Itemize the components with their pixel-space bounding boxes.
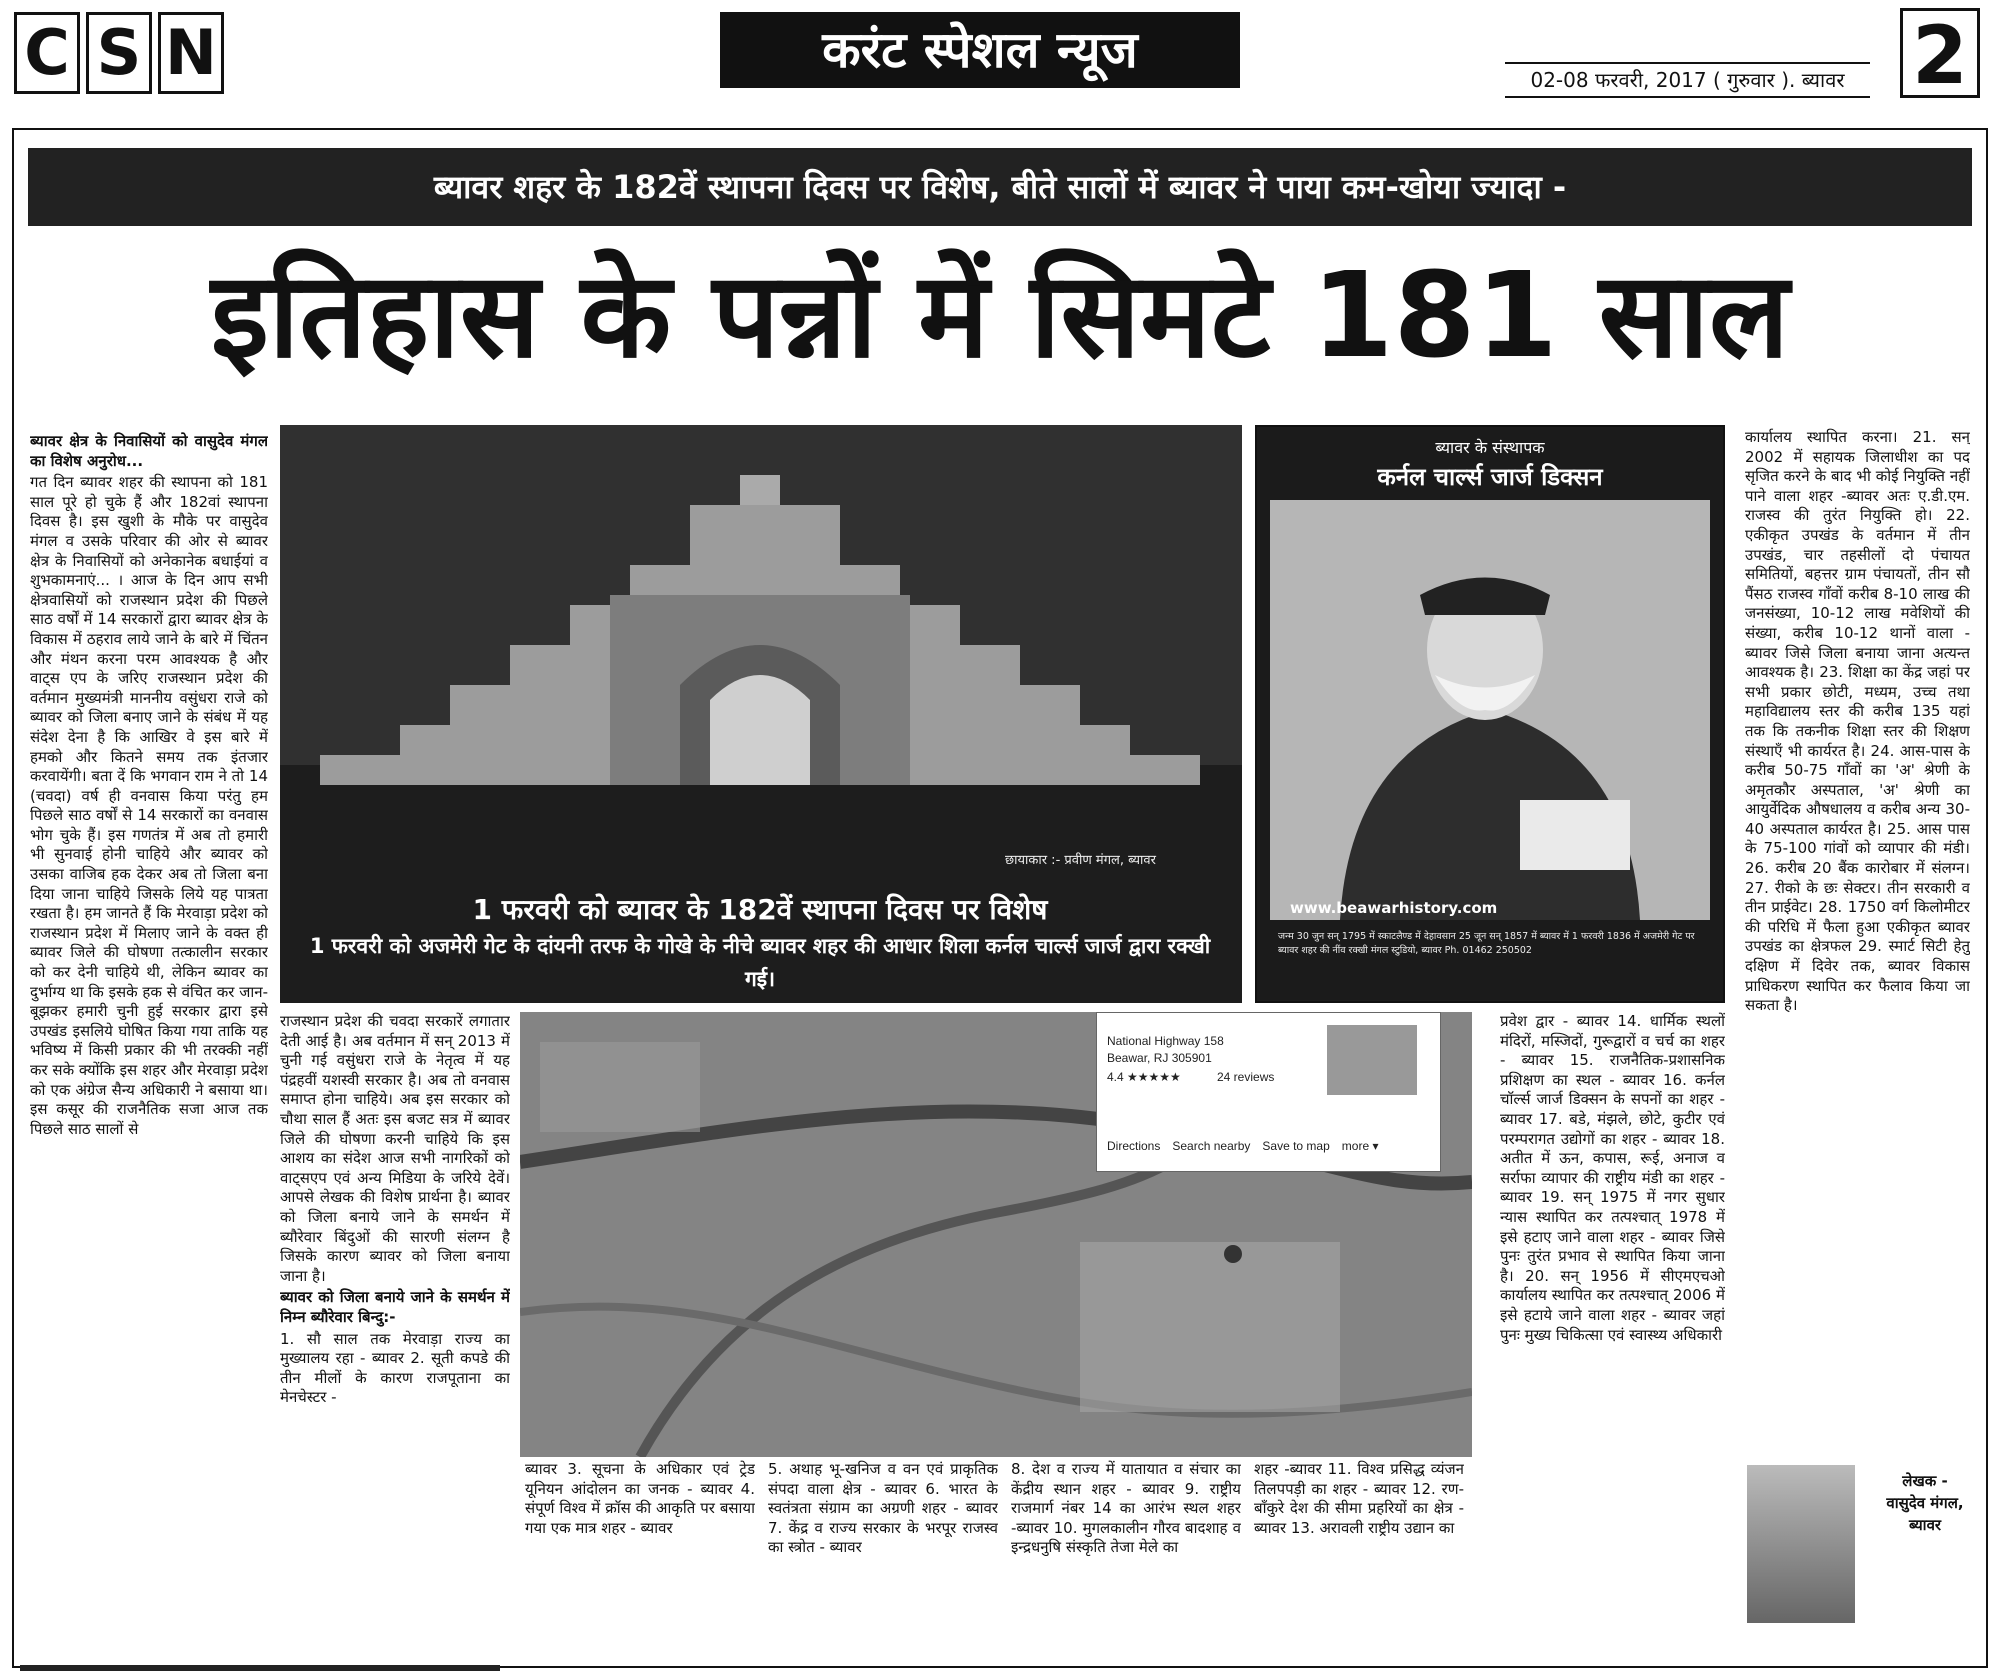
column-2-points: 1. सौ साल तक मेरवाड़ा राज्य का मुख्यालय रहा - ब्यावर 2. सूती कपडे की तीन मीलों के कारण राजपूताना का मेनचेस्टर -	[280, 1329, 510, 1407]
map-reviews-link[interactable]: 24 reviews	[1217, 1070, 1275, 1084]
list-column-a: ब्यावर 3. सूचना के अधिकार एवं ट्रेड यूनियन आंदोलन का जनक - ब्यावर 4. संपूर्ण विश्व में क्रॉस की आकृति पर बसाया गया एक मात्र शहर - ब्यावर	[525, 1460, 755, 1537]
logo-letter: N	[158, 12, 224, 94]
founder-portrait-image	[1270, 500, 1710, 920]
map-rating: 4.4 ★★★★★	[1107, 1070, 1181, 1084]
logo-letter: C	[14, 12, 80, 94]
column-2	[280, 1012, 510, 1662]
page-number: 2	[1900, 8, 1980, 98]
map-action-bar	[1107, 1138, 1378, 1155]
gate-caption-title: 1 फरवरी को ब्यावर के 182वें स्थापना दिवस पर विशेष	[472, 893, 1048, 926]
photo-credit: छायाकार :- प्रवीण मंगल, ब्यावर	[1005, 853, 1156, 868]
gate-photo-caption	[300, 890, 1220, 996]
column-2-body: राजस्थान प्रदेश की चवदा सरकारें लगातार देती आई है। अब वर्तमान में सन् 2013 में चुनी गई वसुंधरा राजे के नेतृत्व में यह पंद्रहवीं यशस्वी सरकार है। अब तो वनवास समाप्त होना चाहिये। अब इस सरकार को चौथा साल हैं अतः इस बजट सत्र में ब्यावर जिले की घोषणा करनी चाहिये कि इस आशय का संदेश आज सभी नागरिकों को वाट्सएप एवं अन्य मिडिया के जरिये देवें। आपसे लेखक की विशेष प्रार्थना है। ब्यावर को जिला बनाये जाने के समर्थन में ब्यौरेवार बिंदुओं की सारणी संलग्न है जिसके कारण ब्यावर को जिला बनाया जाना है।	[280, 1012, 510, 1285]
csn-logo	[14, 12, 224, 94]
author-photo	[1747, 1465, 1855, 1623]
map-address-line-1: National Highway 158	[1107, 1034, 1224, 1048]
paper-name: करंट स्पेशल न्यूज	[720, 12, 1240, 88]
article-headline: इतिहास के पन्नों में सिमटे 181 साल	[210, 246, 1790, 384]
dateline: 02-08 फरवरी, 2017 ( गुरुवार ). ब्यावर	[1505, 62, 1870, 98]
portrait-title-line-1: ब्यावर के संस्थापक	[1435, 438, 1545, 457]
list-column-d: शहर -ब्यावर 11. विश्व प्रसिद्ध व्यंजन तिलपपड़ी का शहर - ब्यावर 12. रण-बाँकुरे देश की सीमा प्रहरियों का क्षेत्र - ब्यावर 13. अरावली राष्ट्रीय उद्यान का	[1254, 1460, 1464, 1537]
map-more-link[interactable]: more ▾	[1341, 1139, 1379, 1153]
column-6: कार्यालय स्थापित करना। 21. सन् 2002 में सहायक जिलाधीश का पद सृजित करने के बाद भी कोई नियुक्ति नहीं पाने वाला शहर -ब्यावर अतः ए.डी.एम. राजस्व की तुरंत नियुक्ति हो। 22. एकीकृत उपखंड के वर्तमान में तीन उपखंड, चार तहसीलों दो पंचायत समितियों, बहत्तर ग्राम पंचायतों, तीन सौ पैंसठ राजस्व गाँवों करीब 8-10 लाख की जनसंख्या, 10-12 लाख मवेशियों की संख्या, करीब 10-12 थानों वाला - ब्यावर जिसे जिला बनाया जाना अत्यन्त आवश्यक है। 23. शिक्षा का केंद्र जहां पर सभी प्रकार छोटी, मध्यम, उच्च तथा महाविद्यालय स्तर की करीब 135 यहां तक कि तकनीक शिक्षा स्तर की शिक्षण संस्थाएँ भी कार्यरत है। 24. आस-पास के करीब 50-75 गाँवों का 'अ' श्रेणी के अमृतकौर अस्पताल, 'अ' श्रेणी का आयुर्वेदिक औषधालय व करीब अन्य 30-40 अस्पताल कार्यरत है। 25. आस पास के 75-100 गांवों को व्यापार की मंडी। 26. करीब 20 बैंक कारोबार में संलग्न। 27. रीको के छः सेक्टर। तीन सरकारी व तीन प्राईवेट। 28. 1750 वर्ग किलोमीटर की परिधि में फैला हुआ एकीकृत ब्यावर उपखंड का क्षेत्रफल 29. स्मार्ट सिटी हेतु दक्षिण में दिवेर तक, ब्यावर विकास प्राधिकरण स्थापित कर फैलाव किया जा सकता है।	[1745, 428, 1970, 1015]
column-1	[30, 432, 268, 1662]
map-info-card	[1096, 1012, 1441, 1172]
article-kicker: ब्यावर शहर के 182वें स्थापना दिवस पर विशेष, बीते सालों में ब्यावर ने पाया कम-खोया ज्यादा -	[28, 148, 1972, 226]
column-1-lead: ब्यावर क्षेत्र के निवासियों को वासुदेव मंगल का विशेष अनुरोध...	[30, 432, 268, 470]
portrait-website: www.beawarhistory.com	[1290, 899, 1498, 917]
map-address-line-2: Beawar, RJ 305901	[1107, 1051, 1212, 1065]
column-1-body: गत दिन ब्यावर शहर की स्थापना को 181 साल पूरे हो चुके हैं और 182वां स्थापना दिवस है। इस खुशी के मौके पर वासुदेव मंगल व उसके परिवार की ओर से ब्यावर क्षेत्र के निवासियों को अनेकानेक बधाईयां व शुभकामनाएं... । आज के दिन आप सभी क्षेत्रवासियों को राजस्थान प्रदेश की पिछले साठ वर्षों में 14 सरकारों द्वारा ब्यावर क्षेत्र के विकास में ठहराव लाये जाने के बारे में चिंतन और मंथन करना परम आवश्यक है और वाट्स एप के जरिए राजस्थान प्रदेश की वर्तमान मुख्यमंत्री माननीय वसुंधरा राजे को ब्यावर को जिला बनाए जाने के संबंध में यह संदेश देना है कि आखिर वे इस बारे में हमको और कितने समय तक इंतजार करवायेंगी। बता दें कि भगवान राम ने तो 14 (चवदा) वर्ष ही वनवास किया परंतु हम पिछले साठ वर्षों से 14 सरकारों का वनवास भोग चुके हैं। इस गणतंत्र में अब तो हमारी भी सुनवाई होनी चाहिये और ब्यावर को उसका वाजिब हक देकर अब तो जिला बना दिया जाना चाहिये जिसके लिये यह पात्रता रखता है। हम जानते हैं कि मेरवाड़ा प्रदेश को राजस्थान प्रदेश में मिलाए जाने के वक्त ही ब्यावर जिले की घोषणा तत्कालीन सरकार को कर देनी चाहिये थी, लेकिन ब्यावर का दुर्भाग्य था कि इसके हक से वंचित कर जान-बूझकर हमारी चुनी हुई सरकार द्वारा इसे उपखंड इसलिये घोषित किया गया ताकि यह भविष्य में किसी प्रकार की भी तरक्की नहीं कर सके क्योंकि इस शहर और मेरवाड़ा प्रदेश को एक अंग्रेज सैन्य अधिकारी ने बसाया था। इस कसूर की राजनैतिक सजा आज तक पिछले साठ सालों से	[30, 473, 268, 1138]
author-label: लेखक -	[1902, 1472, 1948, 1490]
portrait-footnote: जन्म 30 जुन सन् 1795 में स्काटलैण्ड में देहावसान 25 जून सन् 1857 में ब्यावर में 1 फरवरी 1836 में अजमेरी गेट पर ब्यावर शहर की नींव रक्खी मंगल स्टुडियो, ब्यावर Ph. 01462 250502	[1278, 931, 1695, 956]
author-byline	[1870, 1470, 1980, 1536]
gate-caption-text: 1 फरवरी को अजमेरी गेट के दांयनी तरफ के गोखे के नीचे ब्यावर शहर की आधार शिला कर्नल चार्ल्स जार्ज द्वारा रक्खी गई।	[309, 934, 1211, 991]
map-search-nearby-link[interactable]: Search nearby	[1172, 1139, 1251, 1153]
bottom-rule	[20, 1665, 500, 1671]
logo-letter: S	[86, 12, 152, 94]
column-5: प्रवेश द्वार - ब्यावर 14. धार्मिक स्थलों मंदिरों, मस्जिदों, गुरूद्वारों व चर्च का शहर - ब्यावर 15. राजनैतिक-प्रशासनिक प्रशिक्षण का स्थल - ब्यावर 16. कर्नल चॉर्ल्स जार्ज डिक्सन के सपनों का शहर - ब्यावर 17. बडे, मंझले, छोटे, कुटीर एवं परम्परागत उद्योगों का शहर - ब्यावर 18. अतीत में ऊन, कपास, रूई, अनाज व सर्राफा व्यापार की राष्ट्रीय मंडी का शहर - ब्यावर 19. सन् 1975 में नगर सुधार न्यास स्थापित कर तत्पश्चात् 1978 में इसे हटाए जाने वाला शहर - ब्यावर जिसे पुनः तुरंत प्रभाव से स्थापित किया जाना है। 20. सन् 1956 में सीएमएचओ कार्यालय स्थापित कर तत्पश्चात् 2006 में इसे हटाये जाने वाला शहर - ब्यावर जहां पुनः मुख्य चिकित्सा एवं स्वास्थ्य अधिकारी	[1500, 1012, 1725, 1344]
column-2-points-heading: ब्यावर को जिला बनाये जाने के समर्थन में निम्न ब्यौरेवार बिन्दु:-	[280, 1288, 510, 1326]
map-save-link[interactable]: Save to map	[1262, 1139, 1330, 1153]
list-column-b: 5. अथाह भू-खनिज व वन एवं प्राकृतिक संपदा वाला क्षेत्र - ब्यावर 6. भारत के स्वतंत्रता संग्राम का अग्रणी शहर - ब्यावर 7. केंद्र व राज्य सरकार के भरपूर राजस्व का स्त्रोत - ब्यावर	[768, 1460, 998, 1557]
portrait-title	[1265, 436, 1715, 498]
author-place: ब्यावर	[1908, 1516, 1942, 1534]
list-column-c: 8. देश व राज्य में यातायात व संचार का केंद्रीय स्थान शहर - ब्यावर 9. राष्ट्रीय राजमार्ग नंबर 14 का आरंभ स्थल शहर -ब्यावर 10. मुगलकालीन गौरव बादशाह व इन्द्रधनुषि संस्कृति तेजा मेले का	[1011, 1460, 1241, 1557]
portrait-title-line-2: कर्नल चार्ल्स जार्ज डिक्सन	[1377, 463, 1603, 491]
author-name: वासुदेव मंगल,	[1886, 1494, 1964, 1512]
map-directions-link[interactable]: Directions	[1107, 1139, 1161, 1153]
map-place-thumbnail	[1327, 1025, 1417, 1095]
portrait-illustration	[1270, 500, 1710, 920]
